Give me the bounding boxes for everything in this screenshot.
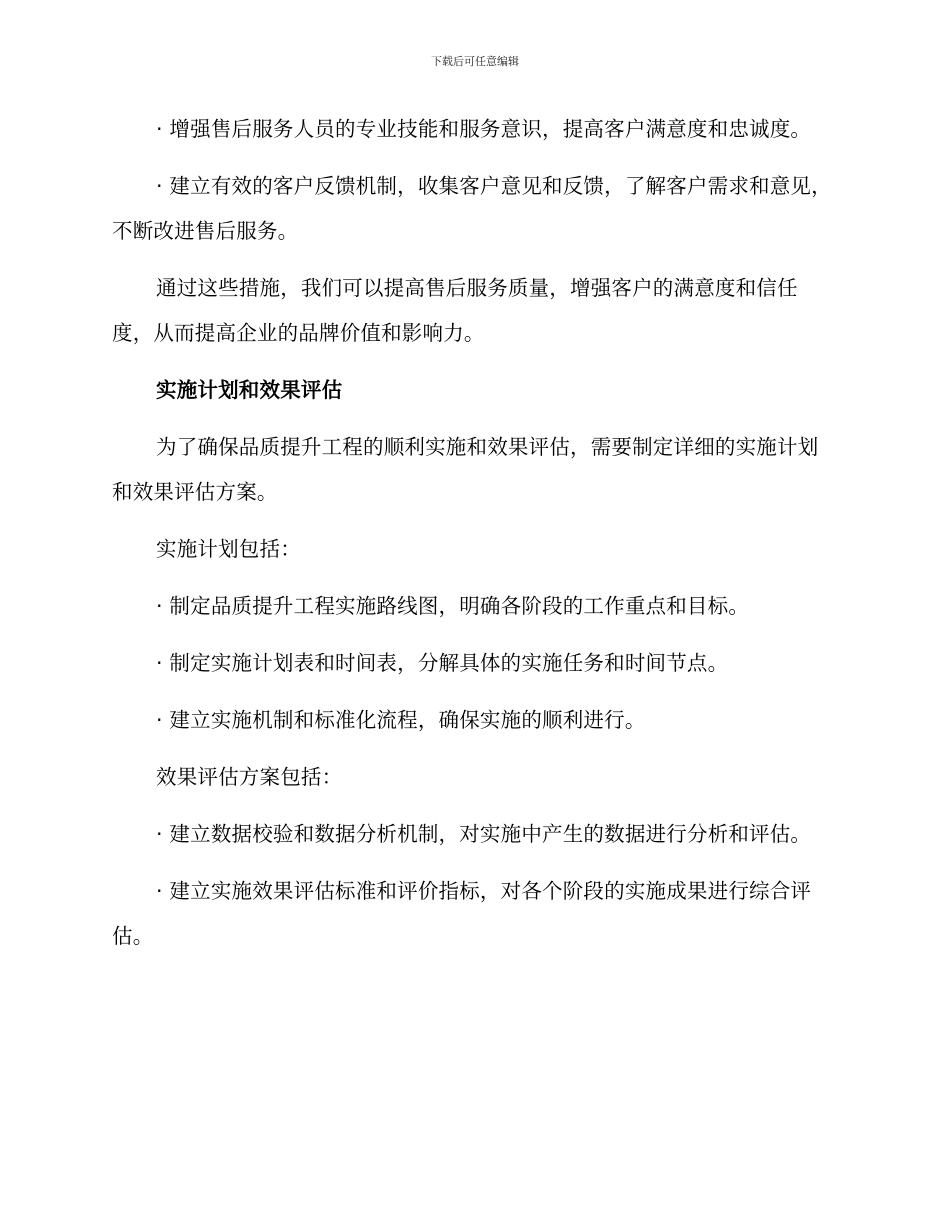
- bullet-paragraph: · 制定品质提升工程实施路线图，明确各阶段的工作重点和目标。: [156, 594, 750, 618]
- bullet-paragraph: · 建立有效的客户反馈机制，收集客户意见和反馈，了解客户需求和意见，不断改进售后服务。: [112, 174, 832, 243]
- section-heading: 实施计划和效果评估: [156, 378, 343, 402]
- bullet-paragraph: · 建立数据校验和数据分析机制，对实施中产生的数据进行分析和评估。: [156, 822, 812, 846]
- bullet-paragraph: · 增强售后服务人员的专业技能和服务意识，提高客户满意度和忠诚度。: [156, 117, 812, 141]
- bullet-paragraph: · 建立实施机制和标准化流程，确保实施的顺利进行。: [156, 708, 646, 732]
- body-paragraph: 通过这些措施，我们可以提高售后服务质量，增强客户的满意度和信任度，从而提高企业的品牌价值和影响力。: [112, 276, 798, 345]
- bullet-paragraph: · 建立实施效果评估标准和评价指标，对各个阶段的实施成果进行综合评估。: [112, 879, 812, 948]
- bullet-paragraph: · 制定实施计划表和时间表，分解具体的实施任务和时间节点。: [156, 651, 729, 675]
- page-header: 下载后可任意编辑: [431, 55, 519, 68]
- document-body: [112, 107, 834, 971]
- body-paragraph: 效果评估方案包括：: [156, 765, 343, 789]
- body-paragraph: 实施计划包括：: [156, 537, 301, 561]
- body-paragraph: 为了确保品质提升工程的顺利实施和效果评估，需要制定详细的实施计划和效果评估方案。: [112, 435, 819, 504]
